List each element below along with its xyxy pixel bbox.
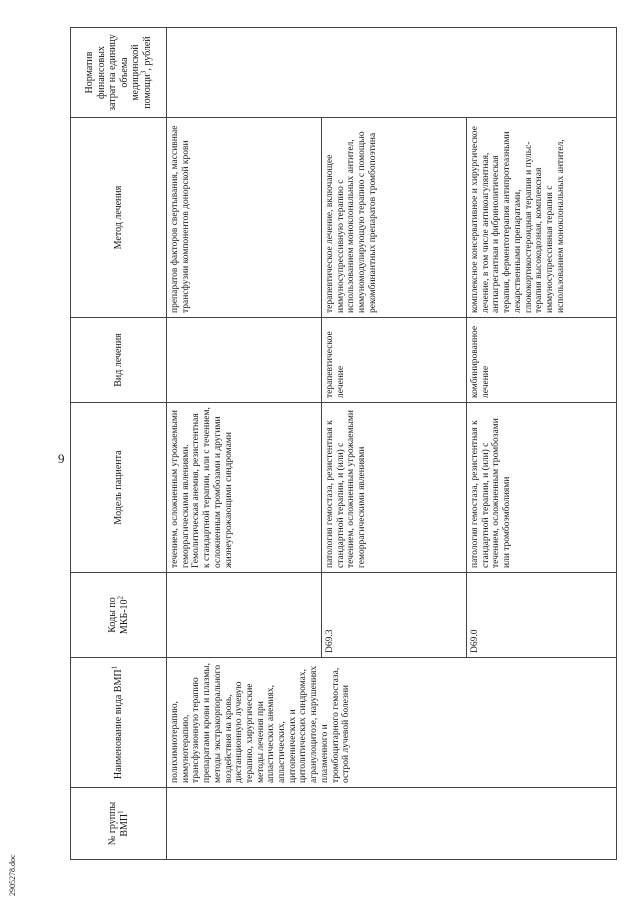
cell-mkb-code <box>167 573 322 658</box>
header-treatment-type: Вид лечения <box>71 318 167 403</box>
cell-treatment-method: препаратов факторов свертывания, массивные трансфузии компонентов донорской крови <box>167 118 322 318</box>
header-group-number: № группы ВМП$^1$ <box>71 788 167 860</box>
cell-treatment-type: комбинированное лечение <box>467 318 617 403</box>
cell-patient-model: патология гемостаза, резистентная к стандартной терапии, и (или) с течением, осложненным угрожаемыми геморрагическими явлениями <box>322 403 467 573</box>
cell-treatment-method: комплексное консервативное и хирургическое лечение, в том числе антикоагулянтная, антиагрегантная и фибринолитическая терапия, ферментотерапия антипротеазными лекарственными препаратами, глюкокортикостероидная терапия и пульс-терапия высокодозная, комплексная иммуносупрессивная терапия с использованием моноклональных антител, <box>467 118 617 318</box>
table-row <box>167 28 322 860</box>
page-number: 9 <box>58 451 65 466</box>
header-patient-model: Модель пациента <box>71 403 167 573</box>
cell-mkb-code: D69.3 <box>322 573 467 658</box>
cell-treatment-method: терапевтическое лечение, включающее иммуносупрессивную терапию с использованием моноклональных антител, иммуномодулирующую терапию с помощью рекомбинантных препаратов тромбопоэтина <box>322 118 467 318</box>
table-header-row <box>71 28 167 860</box>
cell-patient-model: течением, осложненным угрожаемыми геморрагическими явлениями. Гемолитическая анемия, резистентная к стандартной терапии, или с течением, осложненным тромбозами и другими жизнеугрожающими синдромами <box>167 403 322 573</box>
vmp-table <box>70 27 617 860</box>
cell-patient-model: патология гемостаза, резистентная к стандартной терапии, и (или) с течением, осложненным тромбозами или тромбоэмболиями <box>467 403 617 573</box>
cell-vmp-name: полихимиотерапию, иммунотерапию, трансфузионную терапию препаратами крови и плазмы, методы экстракорпорального воздействия на кровь, дистанционную лучевую терапию, хирургические методы лечения при апластических анемиях, апластических, цитопенических и цитолитических синдромах, агранулоцитозе, нарушениях плазменного и тромбоцитарного гемостаза, острой лучевой болезни <box>167 658 617 788</box>
cell-group-number <box>167 788 617 860</box>
cell-treatment-type: терапевтическое лечение <box>322 318 467 403</box>
header-vmp-name: Наименование вида ВМП$^1$ <box>71 658 167 788</box>
cell-financial-norm <box>167 28 617 118</box>
cell-treatment-type <box>167 318 322 403</box>
header-mkb-codes: Коды по МКБ-$10^2$ <box>71 573 167 658</box>
cell-mkb-code: D69.0 <box>467 573 617 658</box>
header-treatment-method: Метод лечения <box>71 118 167 318</box>
footer-filename: 2905278.doc <box>8 854 17 896</box>
header-financial-norm: Норматив финансовых затрат на единицу объема медицинской помощи$^3$, рублей <box>71 28 167 118</box>
